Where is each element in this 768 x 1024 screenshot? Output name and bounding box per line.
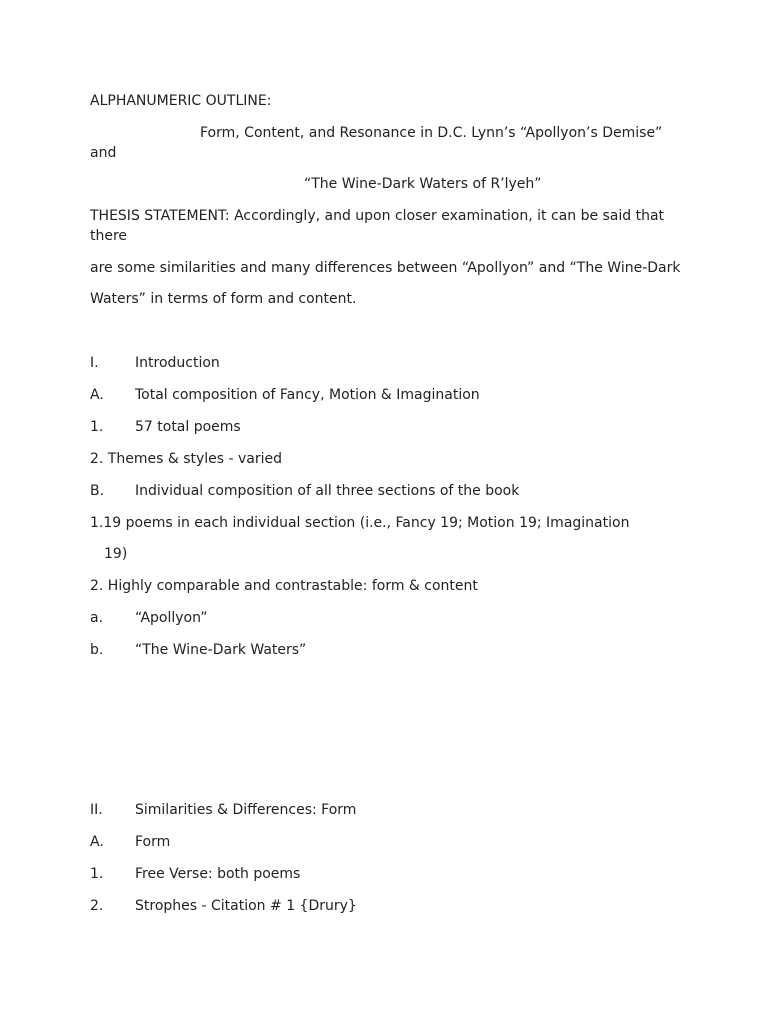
item-text: 57 total poems [135,419,241,435]
title-line-2: “The Wine-Dark Waters of R’lyeh” [304,176,542,192]
item-text: Strophes - Citation # 1 {Drury} [135,898,357,914]
outline-item-1a2: 2. Themes & styles - varied [90,451,283,467]
outline-item-1a [90,385,480,405]
outline-item-1bb [90,640,306,660]
item-text: “The Wine-Dark Waters” [135,642,307,658]
item-marker: II. [90,802,103,818]
outline-item-2a [90,832,170,852]
title-line-1: Form, Content, and Resonance in D.C. Lynn’s “Apollyon’s Demise” [200,125,663,141]
item-text: Total composition of Fancy, Motion & Imagination [135,387,480,403]
thesis-line-1: THESIS STATEMENT: Accordingly, and upon closer examination, it can be said that there [90,208,665,244]
item-marker: 2. [90,898,104,914]
item-marker: 1. [90,419,104,435]
item-text: Introduction [135,355,220,371]
outline-item-1b1-continued: 19) [104,546,128,562]
item-text: “Apollyon” [135,610,208,626]
item-text: Similarities & Differences: Form [135,802,357,818]
outline-item-1b1: 1.19 poems in each individual section (i.e., Fancy 19; Motion 19; Imagination [90,515,630,531]
outline-item-1a1 [90,417,241,437]
outline-label: ALPHANUMERIC OUTLINE: [90,93,272,109]
thesis-line-3: Waters” in terms of form and content. [90,291,357,307]
outline-item-2 [90,800,356,820]
outline-item-1 [90,353,220,373]
item-marker: a. [90,610,104,626]
item-marker: 1. [90,866,104,882]
outline-item-1b [90,481,519,501]
item-text: Free Verse: both poems [135,866,301,882]
title-and: and [90,145,117,161]
item-text: Individual composition of all three sections of the book [135,483,520,499]
thesis-line-2: are some similarities and many differences between “Apollyon” and “The Wine-Dark [90,260,681,276]
item-marker: A. [90,387,104,403]
outline-item-1b2: 2. Highly comparable and contrastable: form & content [90,578,478,594]
item-marker: b. [90,642,104,658]
item-marker: I. [90,355,99,371]
outline-item-1ba [90,608,207,628]
item-text: Form [135,834,171,850]
item-marker: B. [90,483,105,499]
item-marker: A. [90,834,104,850]
outline-item-2a2 [90,896,357,916]
outline-item-2a1 [90,864,300,884]
